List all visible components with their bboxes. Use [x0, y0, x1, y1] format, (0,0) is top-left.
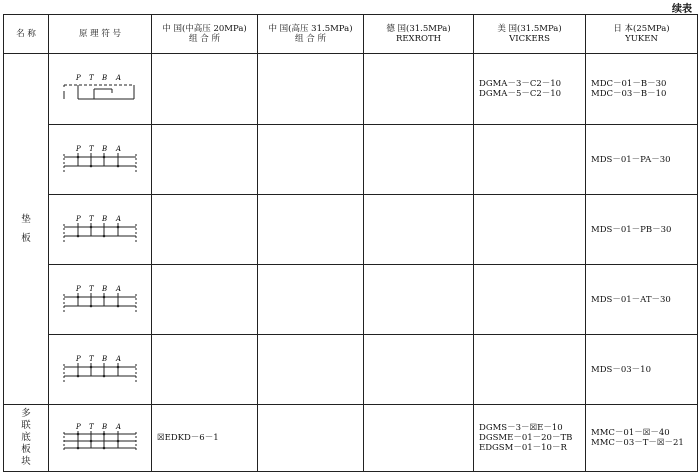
symbol-dot	[90, 225, 93, 228]
port-label: T	[89, 144, 94, 153]
table-row	[4, 125, 698, 195]
port-label: A	[116, 423, 122, 431]
header-name: 名 称	[4, 15, 49, 54]
cell-jp: MDS－01－PA－30	[586, 125, 698, 195]
cell-cn315	[258, 265, 364, 335]
cell-de	[364, 125, 474, 195]
group-multi: 多 联 底 板 块	[4, 405, 49, 472]
cell-de	[364, 335, 474, 405]
group-pad: 垫 板	[4, 54, 49, 405]
symbol-dot	[103, 155, 106, 158]
port-label: B	[102, 214, 108, 223]
port-label: P	[76, 354, 81, 363]
symbol-dot	[103, 374, 106, 377]
header-de: 德 国(31.5MPa) REXROTH	[364, 15, 474, 54]
symbol-cell	[49, 125, 152, 195]
port-label: B	[102, 144, 108, 153]
symbol-dot	[117, 164, 120, 167]
symbol-dot	[77, 295, 80, 298]
symbol-dot	[77, 155, 80, 158]
cell-us	[474, 195, 586, 265]
symbol-cell	[49, 335, 152, 405]
hydraulic-symbol	[60, 354, 140, 386]
symbol-cell	[49, 195, 152, 265]
hydraulic-symbol	[60, 422, 140, 454]
cell-jp: MDS－01－AT－30	[586, 265, 698, 335]
symbol-dot	[103, 433, 106, 436]
port-label: A	[116, 74, 122, 82]
cell-jp: MDS－03－10	[586, 335, 698, 405]
port-label: T	[89, 214, 94, 223]
table-row	[4, 335, 698, 405]
symbol-dot	[90, 365, 93, 368]
port-label: A	[116, 354, 122, 363]
cell-cn315	[258, 335, 364, 405]
symbol-dot	[117, 225, 120, 228]
cell-us	[474, 335, 586, 405]
symbol-dot	[77, 433, 80, 436]
symbol-dot	[77, 447, 80, 450]
cell-cn315	[258, 54, 364, 125]
header-symbol: 原 理 符 号	[49, 15, 152, 54]
hydraulic-symbol	[60, 144, 140, 176]
cell-cn315	[258, 125, 364, 195]
cell-de	[364, 195, 474, 265]
table-row	[4, 195, 698, 265]
header-row	[4, 15, 698, 54]
symbol-dot	[77, 374, 80, 377]
table-row	[4, 405, 698, 472]
symbol-dot	[103, 234, 106, 237]
continued-label: 续表	[672, 4, 692, 15]
symbol-dot	[103, 447, 106, 450]
header-cn20: 中 国(中高压 20MPa) 组 合 所	[152, 15, 258, 54]
symbol-dot	[103, 295, 106, 298]
cell-de	[364, 405, 474, 472]
cell-cn20	[152, 54, 258, 125]
symbol-dot	[77, 234, 80, 237]
cell-jp: MDS－01－PB－30	[586, 195, 698, 265]
cell-jp: MMC－01－☒－40 MMC－03－T－☒－21	[586, 405, 698, 472]
port-label: T	[89, 423, 94, 431]
symbol-dot	[117, 440, 120, 443]
cell-cn20	[152, 335, 258, 405]
header-us: 美 国(31.5MPa) VICKERS	[474, 15, 586, 54]
cell-us	[474, 265, 586, 335]
cell-jp: MDC－01－B－30 MDC－03－B－10	[586, 54, 698, 125]
header-cn315: 中 国(高压 31.5MPa) 组 合 所	[258, 15, 364, 54]
port-label: P	[76, 214, 81, 223]
port-label: B	[102, 74, 108, 82]
table-row	[4, 265, 698, 335]
symbol-dot	[117, 365, 120, 368]
port-label: T	[89, 284, 94, 293]
port-label: P	[76, 144, 81, 153]
symbol-cell	[49, 265, 152, 335]
hydraulic-symbol	[60, 284, 140, 316]
symbol-cell	[49, 405, 152, 472]
cell-de	[364, 54, 474, 125]
header-jp: 日 本(25MPa) YUKEN	[586, 15, 698, 54]
cell-us	[474, 125, 586, 195]
cell-de	[364, 265, 474, 335]
cell-us: DGMA－3－C2－10 DGMA－5－C2－10	[474, 54, 586, 125]
hydraulic-symbol	[60, 214, 140, 246]
cell-cn315	[258, 195, 364, 265]
table-row	[4, 54, 698, 125]
symbol-dot	[117, 304, 120, 307]
port-label: P	[76, 284, 81, 293]
hydraulic-symbol	[60, 73, 140, 105]
port-label: T	[89, 354, 94, 363]
symbol-dot	[90, 440, 93, 443]
port-label: T	[89, 74, 94, 82]
port-label: A	[116, 144, 122, 153]
cell-cn20	[152, 125, 258, 195]
cell-cn20	[152, 265, 258, 335]
port-label: P	[76, 74, 81, 82]
port-label: B	[102, 354, 108, 363]
port-label: A	[116, 284, 122, 293]
symbol-dot	[90, 164, 93, 167]
comparison-table	[3, 14, 698, 472]
port-label: B	[102, 423, 108, 431]
cell-us: DGMS－3－☒E－10 DGSME－01－20－TB EDGSM－01－10－R	[474, 405, 586, 472]
port-label: A	[116, 214, 122, 223]
port-label: P	[76, 423, 81, 431]
symbol-cell	[49, 54, 152, 125]
cell-cn20: ☒EDKD－6－1	[152, 405, 258, 472]
cell-cn20	[152, 195, 258, 265]
port-label: B	[102, 284, 108, 293]
symbol-dot	[90, 304, 93, 307]
cell-cn315	[258, 405, 364, 472]
